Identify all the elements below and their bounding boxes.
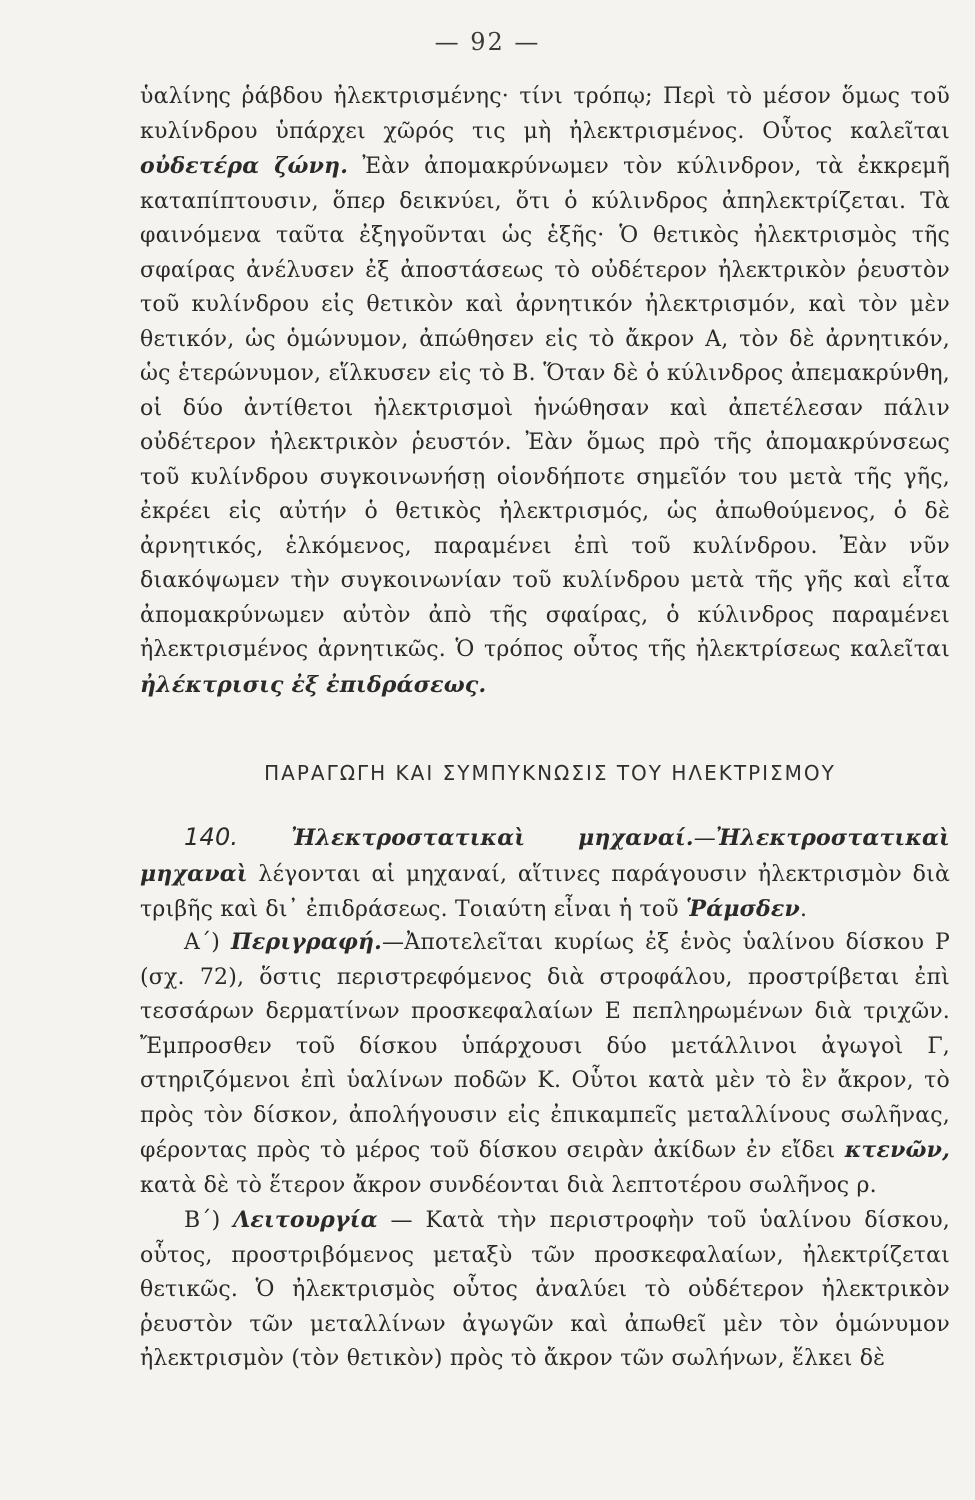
dash: — bbox=[693, 826, 716, 851]
term-electrification-by-induction: ἠλέκτρισις ἐξ ἐπιδράσεως. bbox=[140, 671, 487, 698]
subsection-label: Α΄) bbox=[184, 930, 231, 955]
term-ramsden: Ῥάμσδεν bbox=[685, 896, 800, 922]
paragraph-electrostatic-machines bbox=[140, 820, 950, 928]
paragraph-text: — Κατὰ τὴν περιστροφὴν τοῦ ὑαλίνου δίσκου, οὗτος, προστριβόμενος μεταξὺ τῶν προσκεφαλαίων, ἠλεκτρίζεται θετικῶς. Ὁ ἠλεκτρισμὸς οὗτος ἀναλύει τὸ οὐδέτερον ἠλεκτρικὸν ῥευστὸν τῶν μεταλλίνων ἀγωγῶν καὶ ἀπωθεῖ μὲν τὸν ὁμώνυμον ἠλεκτρισμὸν (τὸν θετικὸν) πρὸς τὸ ἄκρον τῶν σωλήνων, ἕλκει δὲ bbox=[140, 1208, 950, 1371]
paragraph-text: —Ἀποτελεῖται κυρίως ἐξ ἑνὸς ὑαλίνου δίσκου Ρ (σχ. 72), ὅστις περιστρεφόμενος διὰ στροφάλου, προστρίβεται ἐπὶ τεσσάρων δερματίνων προσκεφαλαίων Ε πεπληρωμένων διὰ τριχῶν. Ἔμπροσθεν τοῦ δίσκου ὑπάρχουσι δύο μετάλλινοι ἀγωγοὶ Γ, στηριζόμενοι ἐπὶ ὑαλίνων ποδῶν Κ. Οὗτοι κατὰ μὲν τὸ ἓν ἄκρον, τὸ πρὸς τὸν δίσκον, ἀπολήγουσιν εἰς ἐπικαμπεῖς μεταλλίνους σωλῆνας, φέροντας πρὸς τὸ μέρος τοῦ δίσκου σειρὰν ἀκίδων ἐν εἴδει bbox=[140, 930, 951, 1163]
paragraph-induction-explanation bbox=[140, 80, 950, 703]
page-number: — 92 — bbox=[434, 28, 541, 56]
subsection-label: Β΄) bbox=[184, 1208, 234, 1233]
term-combs: κτενῶν, bbox=[844, 1137, 950, 1163]
term-electrostatic-machines: Ἠλεκτροστατικαὶ μηχαναὶ bbox=[140, 825, 950, 887]
paragraph-text: κατὰ δὲ τὸ ἕτερον ἄκρον συνδέονται διὰ λεπτοτέρου σωλῆνος ρ. bbox=[140, 1172, 877, 1198]
term-neutral-zone: οὐδετέρα ζώνη. bbox=[140, 153, 349, 179]
paragraph-description bbox=[140, 925, 950, 1203]
paragraph-text: ὑαλίνης ῥάβδου ἠλεκτρισμένης· τίνι τρόπῳ; Περὶ τὸ μέσον ὅμως τοῦ κυλίνδρου ὑπάρχει χῶρός τις μὴ ἠλεκτρισμένος. Οὗτος καλεῖται bbox=[140, 84, 950, 144]
paragraph-text: Ἐὰν ἀπομακρύνωμεν τὸν κύλινδρον, τὰ ἐκκρεμῆ καταπίπτουσιν, ὅπερ δεικνύει, ὅτι ὁ κύλινδρος ἀπηλεκτρίζεται. Τὰ φαινόμενα ταῦτα ἐξηγοῦνται ὡς ἑξῆς· Ὁ θετικὸς ἠλεκτρισμὸς τῆς σφαίρας ἀνέλυσεν ἐξ ἀποστάσεως τὸ οὐδέτερον ἠλεκτρικὸν ῥευστὸν τοῦ κυλίνδρου εἰς θετικὸν καὶ ἀρνητικόν ἠλεκτρισμόν, καὶ τὸν μὲν θετικόν, ὡς ὁμώνυμον, ἀπώθησεν εἰς τὸ ἄκρον Α, τὸν δὲ ἀρνητικόν, ὡς ἑτερώνυμον, εἵλκυσεν εἰς τὸ Β. Ὅταν δὲ ὁ κύλινδρος ἀπεμακρύνθη, οἱ δύο ἀντίθετοι ἠλεκτρισμοὶ ἡνώθησαν καὶ ἀπετέλεσαν πάλιν οὐδέτερον ἠλεκτρικὸν ῥευστόν. Ἐὰν ὅμως πρὸ τῆς ἀπομακρύνσεως τοῦ κυλίνδρου συγκοινωνήσῃ οἱονδήποτε σημεῖόν του μετὰ τῆς γῆς, ἐκρέει εἰς αὐτήν ὁ θετικὸς ἠλεκτρισμός, ὡς ἀπωθούμενος, ὁ δὲ ἀρνητικός, ἑλκόμενος, παραμένει ἐπὶ τοῦ κυλίνδρου. Ἐὰν νῦν διακόψωμεν τὴν συγκοινωνίαν τοῦ κυλίνδρου μετὰ τῆς γῆς καὶ εἶτα ἀπομακρύνωμεν αὐτὸν ἀπὸ τῆς σφαίρας, ὁ κύλινδρος παραμένει ἠλεκτρισμένος ἀρνητικῶς. Ὁ τρόπος οὗτος τῆς ἠλεκτρίσεως καλεῖται bbox=[140, 154, 950, 662]
paragraph-operation bbox=[140, 1203, 950, 1377]
section-number: 140. bbox=[184, 823, 239, 851]
paragraph-text: λέγονται αἱ μηχαναί, αἵτινες παράγουσιν ἠλεκτρισμὸν διὰ τριβῆς καὶ δι᾽ ἐπιδράσεως. Τοιαύτη εἶναι ἡ τοῦ bbox=[140, 861, 950, 922]
section-heading: ΠΑΡΑΓΩΓΗ ΚΑΙ ΣΥΜΠΥΚΝΩΣΙΣ ΤΟΥ ΗΛΕΚΤΡΙΣΜΟΥ bbox=[264, 761, 836, 785]
period: . bbox=[799, 897, 808, 922]
section-title: Ἠλεκτροστατικαὶ μηχαναί. bbox=[238, 825, 694, 851]
term-description: Περιγραφή. bbox=[230, 929, 383, 955]
term-operation: Λειτουργία bbox=[233, 1207, 378, 1233]
